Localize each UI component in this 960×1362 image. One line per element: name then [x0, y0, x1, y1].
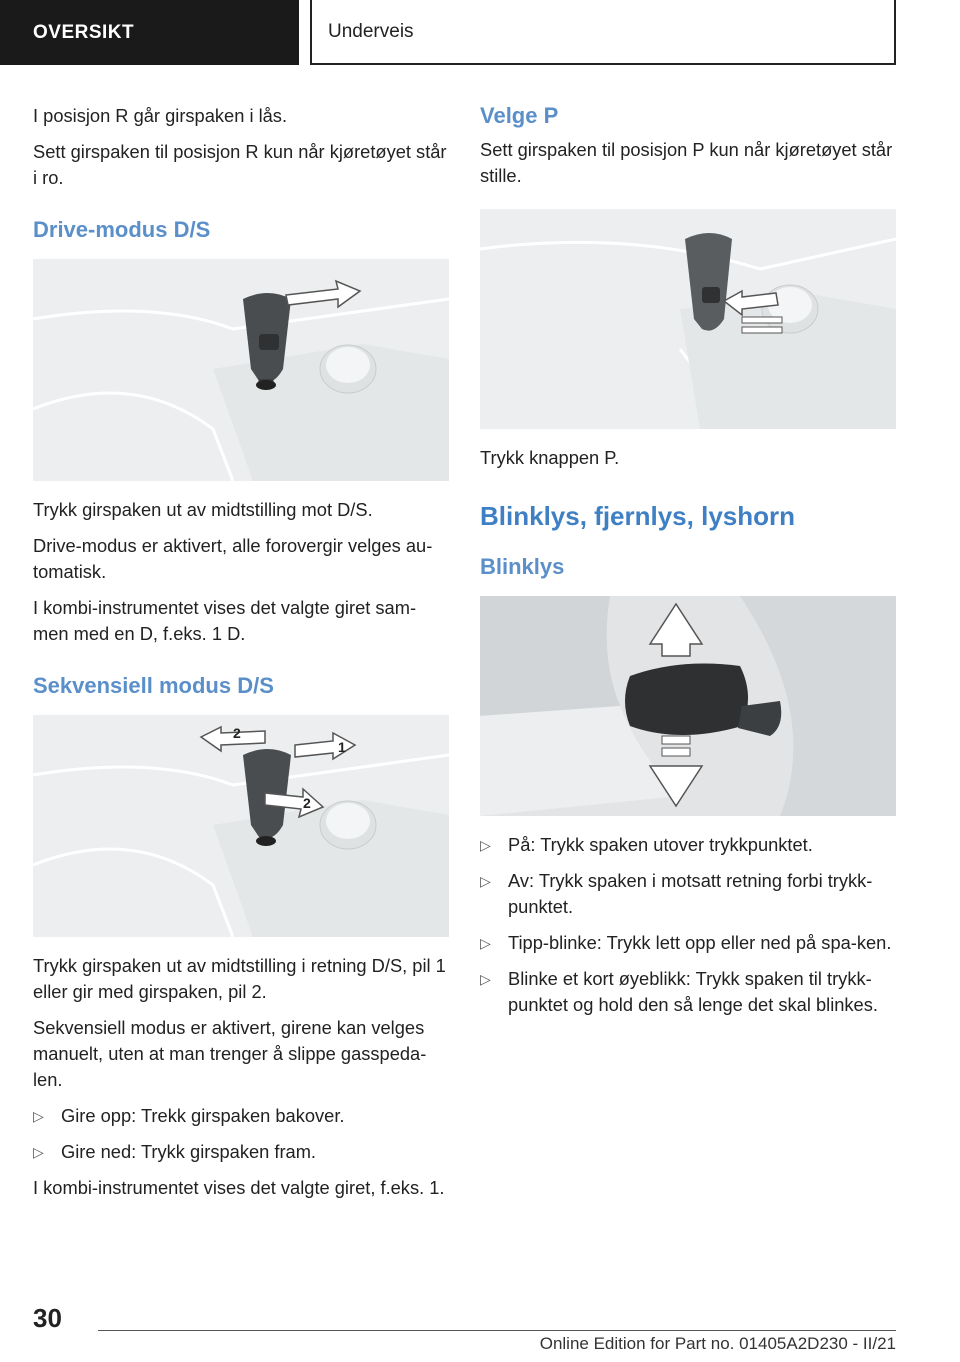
turn-signal-bullet-list — [480, 832, 896, 1018]
turn-signal-illustration — [480, 596, 896, 816]
heading-sequential-mode: Sekvensiell modus D/S — [33, 673, 274, 698]
list-item: ▷ Tipp-blinke: Trykk lett opp eller ned på spa‐ken. — [480, 930, 896, 956]
triangle-right-icon: ▷ — [33, 1108, 44, 1124]
drive-mode-illustration — [33, 259, 449, 481]
triangle-right-icon: ▷ — [480, 935, 491, 951]
triangle-right-icon: ▷ — [480, 873, 491, 889]
list-item: ▷ Gire ned: Trykk girspaken fram. — [33, 1139, 449, 1165]
heading-select-p: Velge P — [480, 103, 559, 128]
arrow-label-2: 2 — [303, 795, 311, 811]
triangle-right-icon: ▷ — [480, 837, 491, 853]
paragraph: Sekvensiell modus er aktivert, girene kan velges manuelt, uten at man trenger å slippe gasspeda‐len. — [33, 1017, 427, 1090]
shift-bullet-list — [33, 1103, 449, 1165]
paragraph: I kombi-instrumentet vises det valgte giret, f.eks. 1. — [33, 1177, 445, 1198]
list-item: ▷ På: Trykk spaken utover trykkpunktet. — [480, 832, 896, 858]
paragraph: Drive-modus er aktivert, alle forovergir velges au‐tomatisk. — [33, 535, 433, 582]
paragraph: I kombi-instrumentet vises det valgte giret sam‐men med en D, f.eks. 1 D. — [33, 597, 417, 644]
footer-divider — [98, 1330, 896, 1331]
tab-oversikt-label: OVERSIKT — [33, 21, 135, 43]
tab-oversikt[interactable] — [0, 0, 299, 65]
heading-turn-signal: Blinklys — [480, 554, 565, 579]
list-item: ▷ Blinke et kort øyeblikk: Trykk spaken til trykk‐punktet og hold den så lenge det skal blinkes. — [480, 968, 878, 1015]
left-column — [33, 103, 449, 1211]
footer-edition: Online Edition for Part no. 01405A2D230 - II/21 — [539, 1334, 896, 1353]
arrow-label-1: 1 — [338, 739, 346, 755]
sequential-mode-illustration — [33, 715, 449, 937]
list-item: ▷ Av: Trykk spaken i motsatt retning forbi trykk‐punktet. — [480, 870, 873, 917]
paragraph: Sett girspaken til posisjon R kun når kjøretøyet står i ro. — [33, 141, 447, 188]
triangle-right-icon: ▷ — [33, 1144, 44, 1160]
triangle-right-icon: ▷ — [480, 971, 491, 987]
paragraph: Trykk girspaken ut av midtstilling i retning D/S, pil 1 eller gir med girspaken, pil 2. — [33, 955, 446, 1002]
park-button-illustration — [480, 209, 896, 429]
paragraph: Sett girspaken til posisjon P kun når kjøretøyet står stille. — [480, 139, 893, 186]
tab-underveis-label: Underveis — [328, 20, 414, 42]
heading-lights: Blinklys, fjernlys, lyshorn — [480, 501, 795, 531]
paragraph: Trykk knappen P. — [480, 447, 620, 468]
list-item: ▷ Gire opp: Trekk girspaken bakover. — [33, 1103, 449, 1129]
right-column — [480, 103, 896, 1028]
tab-underveis[interactable] — [310, 0, 896, 65]
page-number: 30 — [33, 1303, 62, 1333]
heading-drive-mode: Drive-modus D/S — [33, 217, 211, 242]
paragraph: I posisjon R går girspaken i lås. — [33, 105, 288, 126]
paragraph: Trykk girspaken ut av midtstilling mot D/S. — [33, 499, 373, 520]
arrow-label-2-top: 2 — [233, 725, 241, 741]
